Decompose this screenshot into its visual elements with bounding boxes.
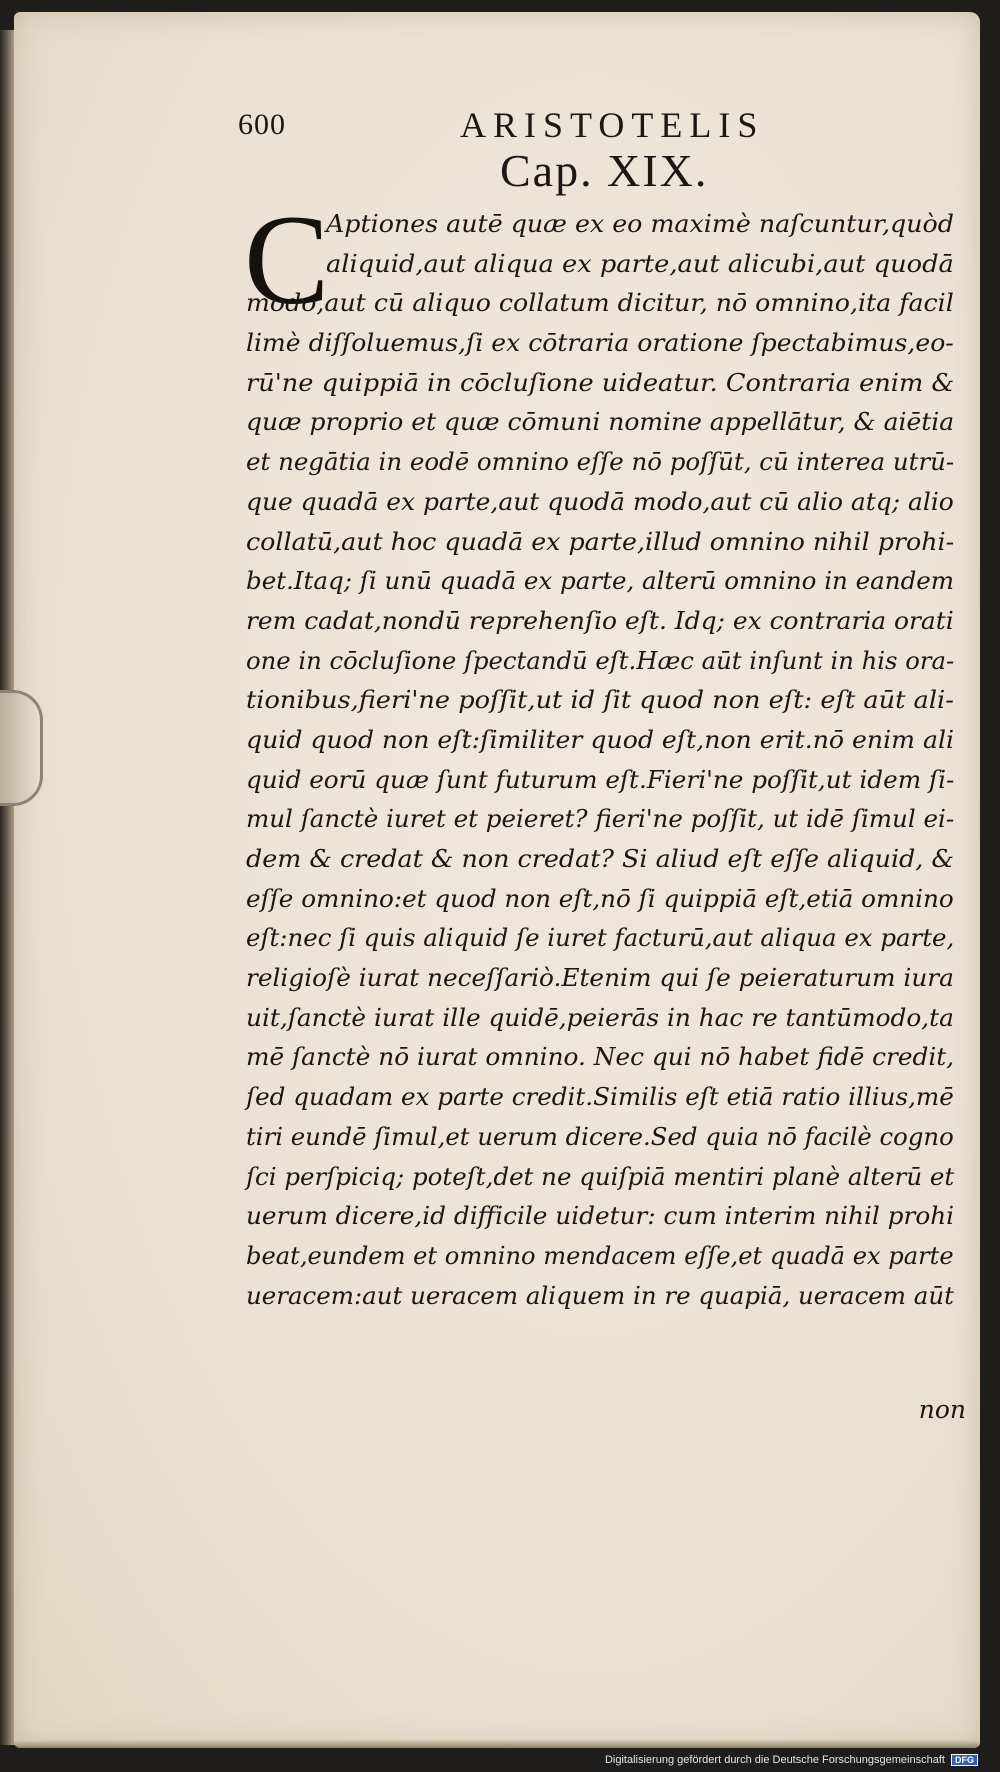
text-line: modo,aut cū aliquo collatum dicitur, nō omnino,ita facil (246, 288, 954, 318)
text-line: ſed quadam ex parte credit.Similis eſt etiā ratio illius,mē (246, 1082, 954, 1112)
text-line: ſci perſpiciq; poteſt,det ne quiſpiā mentiri planè alterū et (246, 1161, 955, 1191)
catchword: non (918, 1395, 966, 1424)
dfg-logo: DFG (951, 1754, 978, 1766)
text-line: tionibus,fieri'ne poſſit,ut id ſit quod non eſt: eſt aūt ali- (246, 685, 954, 715)
book-clasp (0, 690, 43, 806)
text-line: tiri eundē ſimul,et uerum dicere.Sed quia nō facilè cogno (246, 1121, 954, 1151)
text-line: limè diſſoluemus,ſi ex cōtraria oratione ſpectabimus,eo- (246, 328, 954, 358)
text-line: Aptiones autē quæ ex eo maximè naſcuntur,quòd (326, 209, 954, 238)
text-line: rū'ne quippiā in cōcluſione uideatur. Contraria enim & (246, 367, 955, 397)
credit-text: Digitalisierung gefördert durch die Deutsche Forschungsgemeinschaft (604, 1754, 945, 1766)
text-line: bet.Itaq; ſi unū quadā ex parte, alterū omnino in eandem (246, 566, 955, 596)
text-line: collatū,aut hoc quadā ex parte,illud omnino nihil prohi- (246, 526, 955, 556)
drop-cap: C (244, 189, 330, 331)
text-line: que quadā ex parte,aut quodā modo,aut cū alio atq; alio (246, 486, 954, 516)
text-line: mē ſanctè nō iurat omnino. Nec qui nō habet fidē credit, (246, 1042, 955, 1072)
page-bottom-edge (14, 1740, 980, 1748)
text-line: religioſè iurat neceſſariò.Etenim qui ſe peieraturum iura (246, 963, 954, 993)
text-line: aliquid,aut aliqua ex parte,aut alicubi,aut quodā (326, 248, 954, 278)
text-line: rem cadat,nondū reprehenſio eſt. Idq; ex contraria orati (246, 605, 954, 635)
body-text (246, 204, 966, 1315)
text-line: et negātia in eodē omnino eſſe nō poſſūt, cū interea utrū- (246, 447, 955, 477)
text-line: ueracem:aut ueracem aliquem in re quapiā, ueracem aūt (246, 1280, 954, 1310)
text-line: one in cōcluſione ſpectandū eſt.Hæc aūt inſunt in his ora- (246, 645, 955, 675)
text-line: uit,ſanctè iurat ille quidē,peierās in hac re tantūmodo,ta (246, 1002, 954, 1032)
chapter-heading: Cap. XIX. (500, 145, 709, 196)
text-line: quid eorū quæ ſunt futurum eſt.Fieri'ne poſſit,ut idem ſi- (246, 764, 955, 794)
text-line: dem & credat & non credat? Si aliud eſt eſſe aliquid, & (246, 844, 954, 873)
text-line: uerum dicere,id difficile uidetur: cum interim nihil prohi (246, 1201, 955, 1231)
running-head: ARISTOTELIS (460, 105, 765, 145)
text-line: eſſe omnino:et quod non eſt,nō ſi quippiā eſt,etiā omnino (246, 883, 954, 913)
text-line: beat,eundem et omnino mendacem eſſe,et quadā ex parte (246, 1240, 954, 1270)
digitization-credit (605, 1754, 978, 1766)
text-line: mul ſanctè iuret et peieret? fieri'ne poſſit, ut idē ſimul ei- (246, 804, 955, 834)
text-line: quæ proprio et quæ cōmuni nomine appellātur, & aiētia (246, 407, 955, 437)
text-line: eſt:nec ſi quis aliquid ſe iuret facturū,aut aliqua ex parte, (246, 923, 955, 953)
text-line: quid quod non eſt:ſimiliter quod eſt,non erit.nō enim ali (246, 724, 955, 754)
page-number: 600 (238, 108, 286, 141)
